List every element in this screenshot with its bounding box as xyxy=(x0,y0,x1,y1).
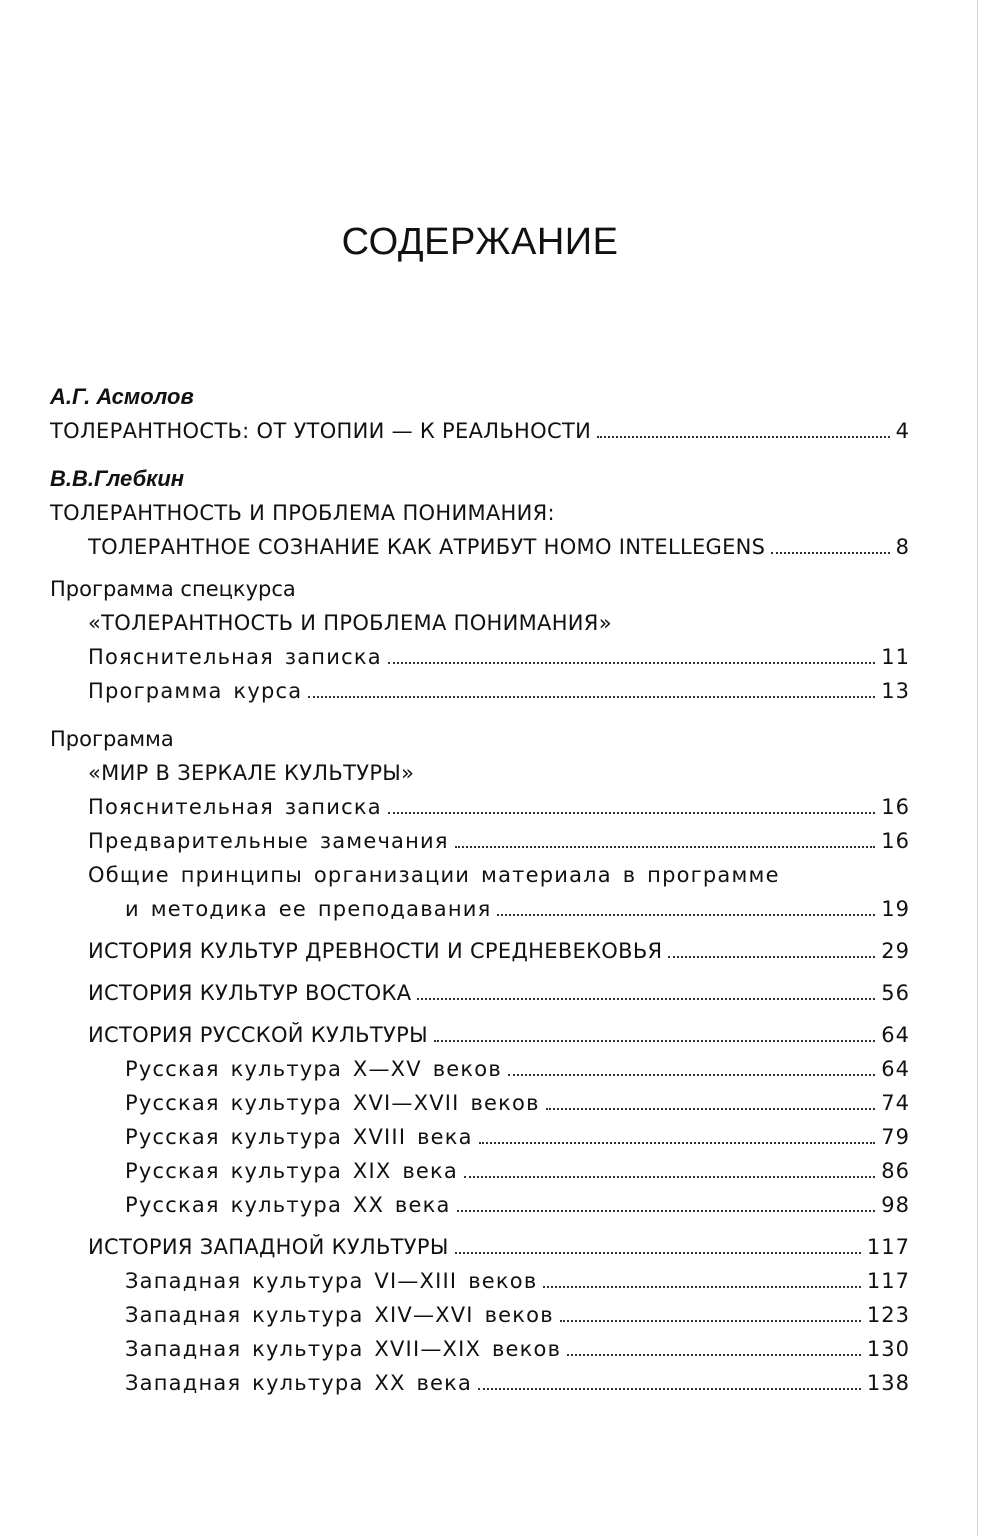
table-of-contents xyxy=(50,380,910,1400)
toc-page-number: 130 xyxy=(866,1337,910,1361)
toc-page-number: 79 xyxy=(881,1125,910,1149)
dot-leader xyxy=(597,436,890,438)
dot-leader xyxy=(771,552,889,554)
toc-entry-text: Русская культура XX века xyxy=(125,1193,451,1217)
toc-page-number: 64 xyxy=(881,1023,910,1047)
toc-entry[interactable] xyxy=(50,1052,910,1086)
dot-leader xyxy=(668,956,875,958)
toc-entry-text: Общие принципы организации материала в программе xyxy=(88,863,780,887)
toc-entry[interactable] xyxy=(50,1366,910,1400)
toc-entry[interactable] xyxy=(50,530,910,564)
page-edge xyxy=(977,0,978,1536)
toc-page-number: 98 xyxy=(881,1193,910,1217)
toc-entry[interactable] xyxy=(50,414,910,448)
toc-entry-text: А.Г. Асмолов xyxy=(50,384,194,409)
toc-author-glebkin xyxy=(50,462,910,496)
dot-leader xyxy=(497,914,875,916)
toc-page-number: 29 xyxy=(881,939,910,963)
toc-entry-text: ТОЛЕРАНТНОСТЬ И ПРОБЛЕМА ПОНИМАНИЯ: xyxy=(50,501,555,525)
toc-section-heading xyxy=(50,722,910,756)
dot-leader xyxy=(543,1286,860,1288)
toc-entry-text: Программа xyxy=(50,727,174,751)
toc-page-number: 117 xyxy=(866,1269,910,1293)
toc-section-heading xyxy=(50,606,910,640)
dot-leader xyxy=(560,1320,861,1322)
toc-section-heading xyxy=(50,572,910,606)
toc-entry-text: ТОЛЕРАНТНОСТЬ: ОТ УТОПИИ — К РЕАЛЬНОСТИ xyxy=(50,419,592,443)
toc-entry-text: Русская культура XVI—XVII веков xyxy=(125,1091,540,1115)
toc-entry-text: Русская культура XIX века xyxy=(125,1159,458,1183)
toc-entry[interactable] xyxy=(50,1332,910,1366)
dot-leader xyxy=(508,1074,875,1076)
toc-page-number: 11 xyxy=(881,645,910,669)
dot-leader xyxy=(308,696,875,698)
toc-entry[interactable] xyxy=(50,1188,910,1222)
toc-entry[interactable] xyxy=(50,934,910,968)
toc-page-number: 86 xyxy=(881,1159,910,1183)
toc-entry[interactable] xyxy=(50,1086,910,1120)
toc-page-number: 56 xyxy=(881,981,910,1005)
toc-entry-text: ИСТОРИЯ РУССКОЙ КУЛЬТУРЫ xyxy=(88,1023,428,1047)
toc-entry-text: Программа курса xyxy=(88,679,303,703)
toc-entry[interactable] xyxy=(50,1120,910,1154)
toc-entry[interactable] xyxy=(50,1154,910,1188)
toc-entry-text: «ТОЛЕРАНТНОСТЬ И ПРОБЛЕМА ПОНИМАНИЯ» xyxy=(88,611,612,635)
toc-page-number: 16 xyxy=(881,829,910,853)
dot-leader xyxy=(434,1040,875,1042)
toc-entry-text: Программа спецкурса xyxy=(50,577,296,601)
toc-entry-text: и методика ее преподавания xyxy=(125,897,492,921)
toc-entry[interactable] xyxy=(50,1018,910,1052)
toc-page-number: 123 xyxy=(866,1303,910,1327)
toc-entry-text: ТОЛЕРАНТНОЕ СОЗНАНИЕ КАК АТРИБУТ HOMO INTELLEGENS xyxy=(88,535,766,559)
toc-page-number: 8 xyxy=(895,535,910,559)
toc-entry-text: Русская культура X—XV веков xyxy=(125,1057,502,1081)
toc-page-number: 19 xyxy=(881,897,910,921)
toc-entry xyxy=(50,858,910,892)
toc-entry xyxy=(50,496,910,530)
toc-page-number: 117 xyxy=(866,1235,910,1259)
dot-leader xyxy=(546,1108,876,1110)
toc-author-asmolov xyxy=(50,380,910,414)
toc-entry[interactable] xyxy=(50,1264,910,1298)
toc-entry-text: ИСТОРИЯ ЗАПАДНОЙ КУЛЬТУРЫ xyxy=(88,1235,449,1259)
toc-entry-text: В.В.Глебкин xyxy=(50,466,185,491)
toc-page-number: 16 xyxy=(881,795,910,819)
toc-entry[interactable] xyxy=(50,892,910,926)
toc-entry[interactable] xyxy=(50,790,910,824)
toc-entry[interactable] xyxy=(50,976,910,1010)
toc-page-number: 138 xyxy=(866,1371,910,1395)
toc-entry-text: ИСТОРИЯ КУЛЬТУР ВОСТОКА xyxy=(88,981,412,1005)
toc-entry[interactable] xyxy=(50,1230,910,1264)
toc-entry-text: «МИР В ЗЕРКАЛЕ КУЛЬТУРЫ» xyxy=(88,761,415,785)
dot-leader xyxy=(478,1388,861,1390)
toc-entry[interactable] xyxy=(50,824,910,858)
dot-leader xyxy=(417,998,875,1000)
dot-leader xyxy=(479,1142,876,1144)
page-title: СОДЕРЖАНИЕ xyxy=(341,221,619,264)
toc-entry-text: Пояснительная записка xyxy=(88,795,382,819)
toc-entry-text: Западная культура XX века xyxy=(125,1371,473,1395)
toc-entry[interactable] xyxy=(50,1298,910,1332)
toc-page-number: 13 xyxy=(881,679,910,703)
toc-entry[interactable] xyxy=(50,640,910,674)
dot-leader xyxy=(464,1176,875,1178)
toc-entry[interactable] xyxy=(50,674,910,708)
dot-leader xyxy=(388,662,875,664)
toc-section-heading xyxy=(50,756,910,790)
toc-entry-text: Западная культура XIV—XVI веков xyxy=(125,1303,554,1327)
toc-entry-text: Западная культура XVII—XIX веков xyxy=(125,1337,562,1361)
dot-leader xyxy=(455,846,876,848)
dot-leader xyxy=(455,1252,861,1254)
toc-entry-text: Западная культура VI—XIII веков xyxy=(125,1269,538,1293)
toc-entry-text: ИСТОРИЯ КУЛЬТУР ДРЕВНОСТИ И СРЕДНЕВЕКОВЬЯ xyxy=(88,939,663,963)
dot-leader xyxy=(388,812,875,814)
dot-leader xyxy=(567,1354,861,1356)
toc-page-number: 74 xyxy=(881,1091,910,1115)
toc-page-number: 4 xyxy=(895,419,910,443)
toc-entry-text: Русская культура XVIII века xyxy=(125,1125,473,1149)
toc-entry-text: Предварительные замечания xyxy=(88,829,449,853)
dot-leader xyxy=(457,1210,876,1212)
toc-entry-text: Пояснительная записка xyxy=(88,645,382,669)
toc-page-number: 64 xyxy=(881,1057,910,1081)
